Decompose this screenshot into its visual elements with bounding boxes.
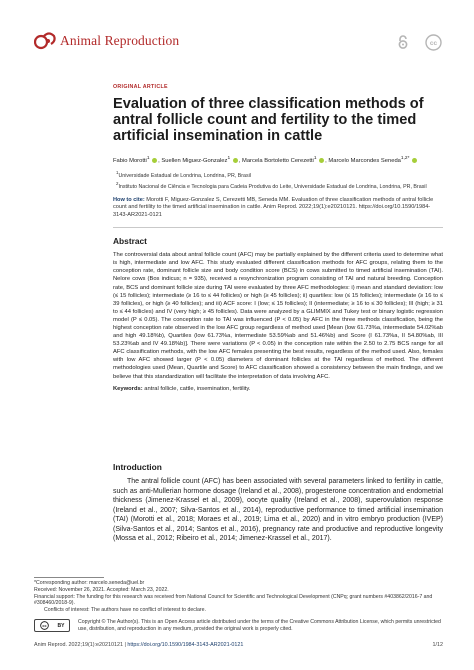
orcid-icon[interactable] [412,158,417,163]
financial-support: Financial support: The funding for this research was received from National Council for Scientific and Technological Development (CNPq; grant numbers #403862/2016-7 and #308460/2018-9). [34,593,433,607]
author-affil-sup: 1 [146,155,150,161]
how-to-cite-text: Morotti F, Miguez-Gonzalez S, Cerezetti MB, Seneda MM. Evaluation of three classification methods of antral follicle count and fertility to the timed artificial insemination in cattle. Anim Reprod. 2022;19(1):e20210121. https://doi.org/10.1590/1984-3143-AR2021-0121 [113,196,434,218]
page-footer [34,642,443,648]
how-to-cite [113,197,443,220]
affiliation-text: Instituto Nacional de Ciência e Tecnologia para Cadeia Produtiva do Leite, Universidade Estadual de Londrina, Londrina, PR, Brasil [118,183,427,190]
received-dates: Received: November 26, 2021. Accepted: March 23, 2022. [34,586,169,593]
orcid-icon[interactable] [152,158,157,163]
svg-text:cc: cc [429,40,438,47]
section-divider [113,227,443,228]
abstract-heading: Abstract [113,236,147,247]
journal-name: Animal Reproduction [60,33,180,48]
author-list: Fabio Morotti$^1$ , Suellen Miguez-Gonzalez$^1$ , Marcela Bortoletto Cerezetti$^1$ , Marcelo Marcondes Seneda$^{1,2*}$ [113,155,443,165]
page-number: 1/12 [432,642,443,648]
open-access-icon[interactable] [397,35,409,49]
orcid-icon[interactable] [319,158,324,163]
author-affil-sup: 1,2* [400,155,410,161]
svg-text:cc: cc [41,624,47,629]
keywords-list: antral follicle, cattle, insemination, fertility. [144,385,251,392]
article-type: ORIGINAL ARTICLE [113,84,168,90]
creative-commons-icon[interactable] [425,34,442,51]
footer-citation-text: Anim Reprod. 2022;19(1):e20210121 [34,642,124,648]
author-name[interactable]: Fabio Morotti [113,157,147,164]
footer-doi-link[interactable]: https://doi.org/10.1590/1984-3143-AR2021-0121 [127,642,244,648]
affiliation-sup: 1 [116,169,119,175]
cc-by-badge[interactable] [34,619,70,632]
journal-logo[interactable] [34,32,179,50]
author-name[interactable]: Marcela Bortoletto Cerezetti [241,157,314,164]
page-header [0,0,474,78]
keywords [113,385,443,393]
author-affil-sup: 1 [313,155,317,161]
footer-citation: Anim Reprod. 2022;19(1):e20210121 | https://doi.org/10.1590/1984-3143-AR2021-0121 [34,642,244,648]
license-text: Copyright © The Author(s). This is an Open Access article distributed under the terms of the Creative Commons Attribution License, which permits unrestricted use, distribution, and reproduction in any medium, provided the original work is properly cited. [78,619,441,632]
introduction-heading: Introduction [113,462,162,472]
cc-by-label: BY [57,622,65,629]
affiliation-text: Universidade Estadual de Londrina, Londrina, PR, Brasil [118,172,251,179]
affiliation-sup: 2 [116,180,119,186]
abstract-text: The controversial data about antral follicle count (AFC) may be partially explained by the different criteria used to determine what is high, intermediate and low AFC. This study evaluated different classification methods for AFC groups, relating them to the conception rate, dominant follicle size and body condition score (BCS) in cows submitted to timed artificial insemination (TAI). Nelore cows (Bos indicus; n = 935), received a resynchronization program consisting of TAI and natural breeding. Conception rate, BCS and dominant follicle size during TAI were evaluated by three AFC methodologies: i) mean and standard deviation: low (≤ 15 follicles); intermediate (≥ 16 to ≤ 44 follicles) or high (≥ 45 follicles); ii) quartiles: low (≤ 15 follicles); intermediate (≥ 16 to ≤ 39 follicles), or high (≥ 40 follicles); and iii) ACF score: I (low; ≤ 15 follicles); II (intermediate; ≥ 16 to ≤ 30 follicles); III (high; ≥ 31 to ≤ 44 follicles) and IV (very high; ≥ 45 follicles). Data were analyzed by a GLIMMIX and Tukey test or binary logistic regression model (P ≤ 0.05). The conception rate to TAI was influenced (P < 0.05) by AFC in the three methods classification, being the highest conception rate observed in the low AFC group regardless of method used [Mean (low 61.73%a, intermediate 54.02%ab and high 49.18%b), Quartiles (low 61.73%a, intermediate 53.59%ab and 51.46%b) and Score (I 61.73%a, II 54.80%ab, III 53.23%ab and IV 49.18%b)]. There were variations (P < 0.05) in the conception rate within the 2.50 to 2.75 BCS range for all AFC classification methods, with the low AFC females presenting the best results, regardless of the method used. Also, females with low AFC showed larger (P < 0.05) diameters of dominant follicles at the TAI regardless of method. The different methodologies used (Mean, Quartile and Score) to AFC classification showed a consistency between the main findings, and we believe that this standardization will facilitate the interpretation of data involving AFC. [113,252,443,380]
affiliation-item [113,169,443,180]
introduction-text: The antral follicle count (AFC) has been associated with several parameters linked to fertility in cattle, such as anti-Mullerian hormone dosage (Ireland et al., 2008), progesterone concentration and endometrial thickness (Jimenez-Krassel et al., 2009), oocyte quality (Ireland et al., 2008), superovulation response (Ireland et al., 2007; Silva-Santos et al., 2014), reproductive performance to timed artificial insemination (TAI) (Morotti et al., 2018; Moraes et al., 2019; Lima et al., 2020) and in vitro embryo production (IVEP) (Silva-Santos et al., 2014; Santos et al., 2016), pregnancy rate and productive and reproductive longevity (Mossa et al., 2012; Ribeiro et al., 2014; Jimenez-Krassel et al., 2017). [113,478,443,542]
footnotes [34,580,443,614]
affiliations [113,169,443,191]
affiliation-item [113,180,443,191]
keywords-label: Keywords: [113,385,143,392]
corresponding-author: *Corresponding author: marcelo.seneda@uel.br [34,580,145,586]
footnote-divider [34,577,104,578]
journal-logo-icon [34,32,56,50]
orcid-icon[interactable] [233,158,238,163]
author-affil-sup: 1 [227,155,231,161]
license-block [34,619,443,633]
article-title: Evaluation of three classification methods of antral follicle count and fertility to the timed artificial insemination in cattle [113,96,424,145]
cc-icon [40,621,49,630]
how-to-cite-label: How to cite: [113,196,145,203]
author-name[interactable]: Marcelo Marcondes Seneda [328,157,401,164]
author-name[interactable]: Suellen Miguez-Gonzalez [161,157,228,164]
article-front-matter [113,84,443,393]
conflicts-of-interest: Conflicts of interest: The authors have no conflict of interest to declare. [44,607,206,614]
